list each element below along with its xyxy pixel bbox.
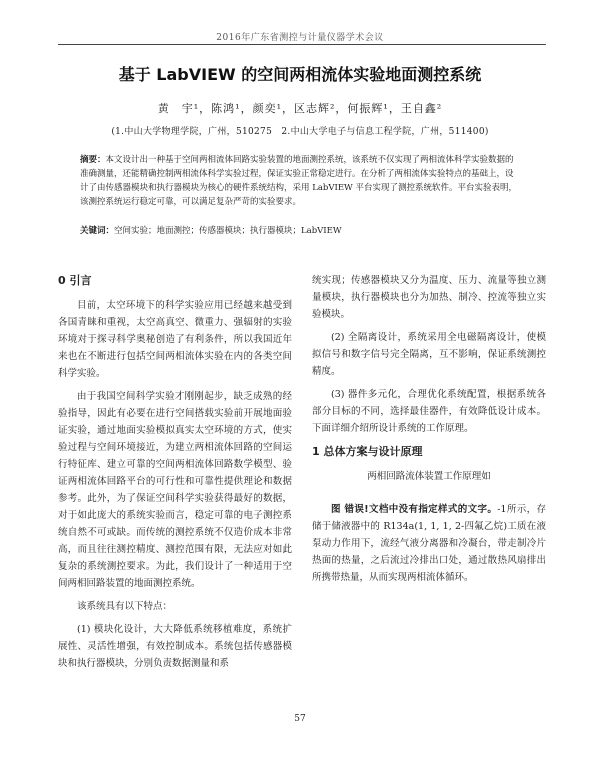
figure-error-text: -1所示，存储于储液器中的 R134a(1, 1, 1, 2-四氟乙烷)工质在液泵动力作用下，流经气液分离器和冷凝台，带走制冷片热面的热量，之后流过冷排出口处，通过散热风扇排出所携带热量，从而实现两相流体循环。 <box>312 504 546 583</box>
section-heading-design: 1 总体方案与设计原理 <box>312 445 423 458</box>
paragraph: (3) 器件多元化，合理优化系统配置，根据系统各部分目标的不同，选择最佳器件，有效降低设计成本。下面详细介绍所设计系统的工作原理。 <box>312 389 546 434</box>
abstract-label: 摘要： <box>80 155 106 165</box>
header-rule <box>58 44 546 45</box>
paragraph: 由于我国空间科学实验才刚刚起步，缺乏成熟的经验指导，因此有必要在进行空间搭载实验前开展地面验证实验，通过地面实验模拟真实太空环境的方式，使实验过程与空间环境接近，为建立两相流体回路的空间运行特征库、建立可靠的空间两相流体回路数学模型、验证两相流体回路平台的可行性和可靠性提供理论和数据参考。此外，为了保证空间科学实验获得最好的数据，对于如此庞大的系统实验而言，稳定可靠的电子测控系统自然不可或缺。而传统的测控系统不仅造价成本非常高，而且往往测控精度、测控范围有限，无法应对如此复杂的系统测控要求。为此，我们设计了一种适用于空间两相回路装置的地面测控系统。 <box>58 391 292 589</box>
running-header: 2016年广东省测控与计量仪器学术会议 <box>216 33 384 43</box>
abstract-text: 本文设计出一种基于空间两相流体回路实验装置的地面测控系统，该系统不仅实现了两相流体科学实验数据的准确测量，还能精确控制两相流体科学实验过程，保证实验正常稳定进行。在分析了两相流体实验特点的基础上，设计了由传感器模块和执行器模块为核心的硬件系统结构，采用 LabVIEW 平台实现了测控系统软件。平台实验表明，该测控系统运行稳定可靠，可以满足复杂严苛的实验要求。 <box>80 155 517 207</box>
keywords-text: 空间实验；地面测控；传感器模块；执行器模块；LabVIEW <box>114 226 342 236</box>
authors: 黄 宇¹，陈鸿¹，颜奕¹，区志辉²，何振辉¹，王自鑫² <box>157 102 443 115</box>
paragraph: 统实现；传感器模块又分为温度、压力、流量等独立测量模块，执行器模块也分为加热、制冷、控流等独立实验模块。 <box>312 275 546 320</box>
keywords <box>80 224 520 236</box>
paper-title: 基于 LabVIEW 的空间两相流体实验地面测控系统 <box>118 65 482 84</box>
abstract <box>80 153 520 209</box>
left-column <box>58 272 292 678</box>
keywords-label: 关键词： <box>80 226 115 236</box>
paragraph: (2) 全隔离设计，系统采用全电磁隔离设计，使模拟信号和数字信号完全隔离，互不影响，保证系统测控精度。 <box>312 332 546 377</box>
paragraph: 该系统具有以下特点： <box>77 601 173 612</box>
section-heading-intro: 0 引言 <box>58 274 92 287</box>
paragraph: (1) 模块化设计，大大降低系统移植难度，系统扩展性、灵活性增强，有效控制成本。系统包括传感器模块和执行器模块，分别负责数据测量和系 <box>58 624 292 669</box>
affiliation: (1.中山大学物理学院，广州，510275 2.中山大学电子与信息工程学院，广州，511400) <box>111 127 489 137</box>
paragraph: 目前，太空环境下的科学实验应用已经越来越受到各国青睐和重视，太空高真空、微重力、强辐射的实验环境对于探寻科学奥秘创造了有利条件，所以我国近年来也在不断进行包括空间两相流体实验在内的各类空间科学实验。 <box>58 300 292 379</box>
page-number: 57 <box>294 714 306 724</box>
figure-reference-line: 两相回路流体装置工作原理如 <box>367 471 491 482</box>
figure-error-label: 图 错误!文档中没有指定样式的文字。 <box>331 504 498 515</box>
figure-error-paragraph <box>312 501 546 586</box>
right-column <box>312 272 546 592</box>
